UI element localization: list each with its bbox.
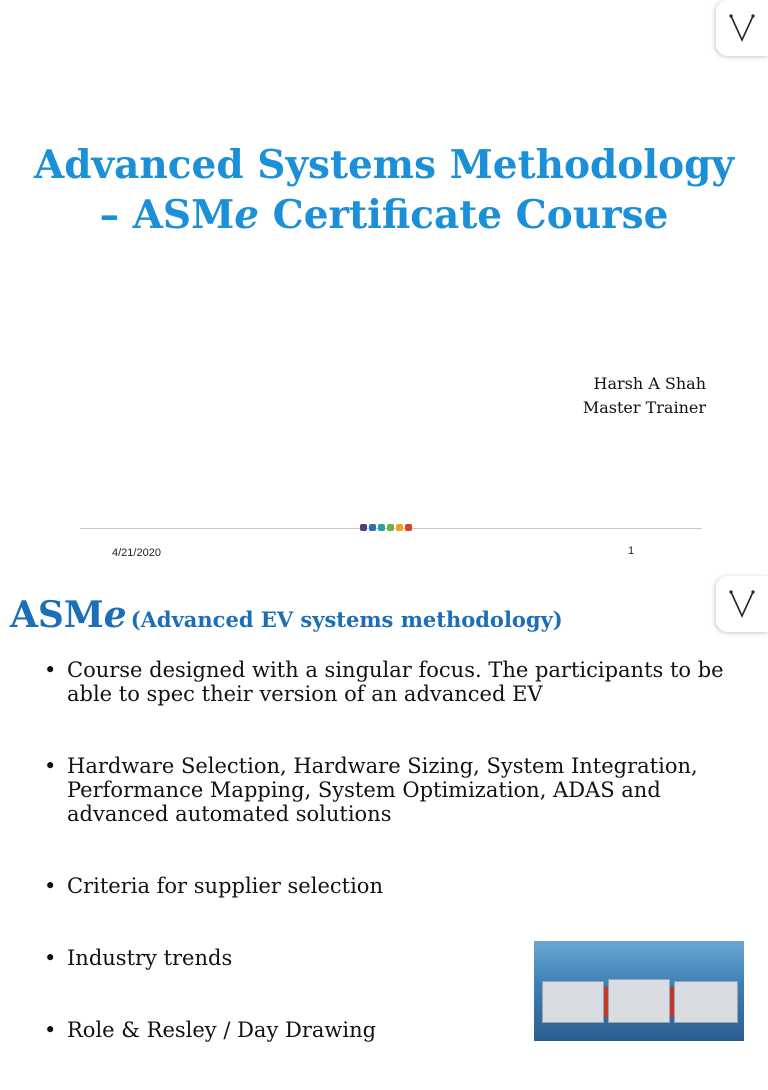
bullet-item: • Course designed with a singular focus. The participants to be able to spec their version of an advanced EV	[44, 658, 724, 706]
battery-pack-photo	[534, 941, 744, 1041]
bullet-item: • Role & Resley / Day Drawing	[44, 1018, 724, 1042]
page-number: 1	[628, 545, 635, 557]
footer-date: 4/21/2020	[112, 547, 161, 559]
bullet-item: • Hardware Selection, Hardware Sizing, System Integration, Performance Mapping, System Optimization, ADAS and advanced automated solutions	[44, 754, 724, 826]
divider-dot	[387, 524, 394, 531]
bullet-item: • Industry trends	[44, 946, 724, 970]
divider-dot	[378, 524, 385, 531]
slide-title	[0, 140, 768, 240]
divider-dot	[360, 524, 367, 531]
bullet-item: • Criteria for supplier selection	[44, 874, 724, 898]
divider-color-dots	[360, 524, 412, 531]
title-line-2: – ASMe Certificate Course	[99, 192, 669, 238]
v-logo-icon	[716, 576, 768, 632]
presenter-block	[583, 372, 706, 420]
presenter-role: Master Trainer	[582, 398, 706, 417]
v-logo-icon	[716, 0, 768, 56]
divider-dot	[405, 524, 412, 531]
slide-2	[0, 576, 768, 1042]
slide-heading: ASMe (Advanced EV systems methodology)	[10, 594, 563, 636]
heading-subtitle: (Advanced EV systems methodology)	[130, 607, 563, 632]
divider-dot	[396, 524, 403, 531]
title-line-1: Advanced Systems Methodology	[33, 142, 735, 188]
presenter-name: Harsh A Shah	[593, 374, 706, 393]
divider-dot	[369, 524, 376, 531]
